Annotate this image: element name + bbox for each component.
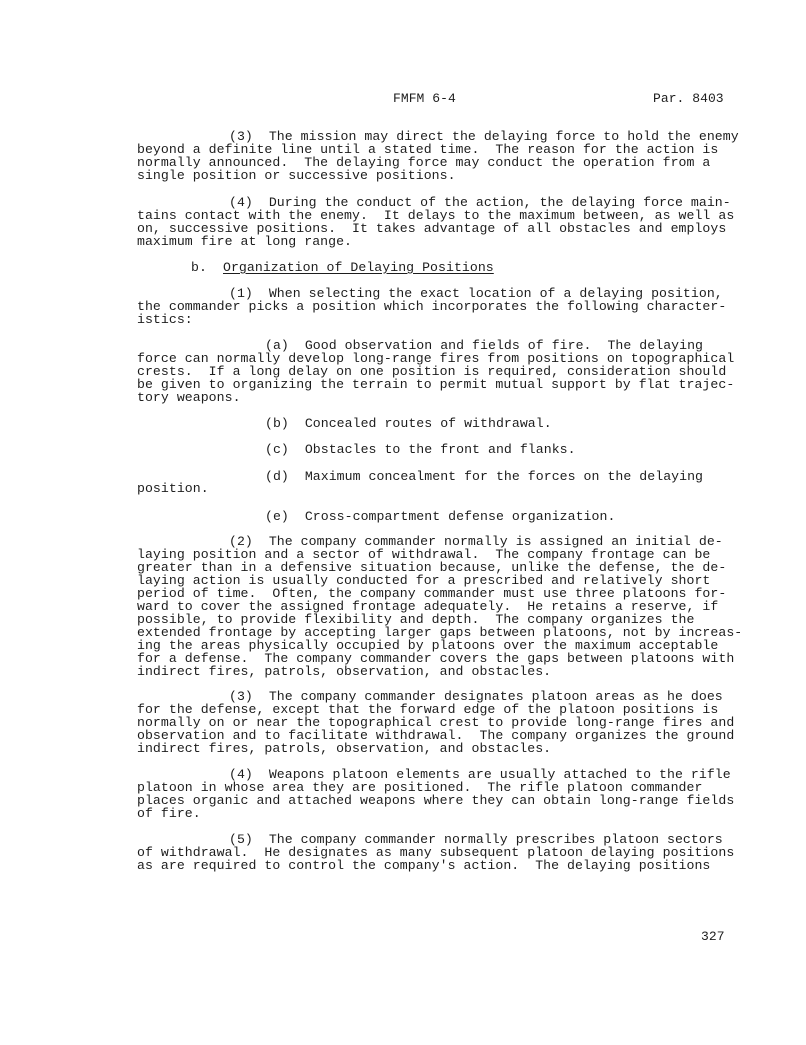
b5-line: of withdrawal. He designates as many subsequent platoon delaying positions <box>137 845 735 860</box>
paragraph-number: Par. 8403 <box>653 91 724 106</box>
b1d-line: position. <box>137 481 209 496</box>
b3-line: for the defense, except that the forward edge of the platoon positions is <box>137 702 719 717</box>
paragraph-3-line: beyond a definite line until a stated time. The reason for the action is <box>137 142 719 157</box>
b5-line: (5) The company commander normally prescribes platoon sectors <box>229 832 723 847</box>
paragraph-4-line: on, successive positions. It takes advantage of all obstacles and employs <box>137 221 727 236</box>
paragraph-3-line: single position or successive positions. <box>137 168 456 183</box>
b1a-line: (a) Good observation and fields of fire. The delaying <box>265 338 704 353</box>
b2-line: ward to cover the assigned frontage adequately. He retains a reserve, if <box>137 599 719 614</box>
b1-line: (1) When selecting the exact location of a delaying position, <box>229 286 723 301</box>
b1a-line: tory weapons. <box>137 390 241 405</box>
b4-line: platoon in whose area they are positioned. The rifle platoon commander <box>137 780 703 795</box>
document-id: FMFM 6-4 <box>393 91 456 106</box>
b1a-line: crests. If a long delay on one position is required, consideration should <box>137 364 727 379</box>
b4-line: places organic and attached weapons where they can obtain long-range fields <box>137 793 735 808</box>
b3-line: normally on or near the topographical crest to provide long-range fires and <box>137 715 735 730</box>
section-b-letter: b. <box>191 260 207 275</box>
b2-line: possible, to provide flexibility and depth. The company organizes the <box>137 612 695 627</box>
b1-line: the commander picks a position which incorporates the following character- <box>137 299 727 314</box>
b3-line: observation and to facilitate withdrawal. The company organizes the ground <box>137 728 735 743</box>
b1e-item: (e) Cross-compartment defense organization. <box>265 509 616 524</box>
paragraph-4-line: tains contact with the enemy. It delays to the maximum between, as well as <box>137 208 735 223</box>
b2-line: indirect fires, patrols, observation, and obstacles. <box>137 664 552 679</box>
b4-line: (4) Weapons platoon elements are usually attached to the rifle <box>229 767 731 782</box>
paragraph-4-line: (4) During the conduct of the action, the delaying force main- <box>229 195 731 210</box>
b2-line: extended frontage by accepting larger gaps between platoons, not by increas- <box>137 625 743 640</box>
b1a-line: be given to organizing the terrain to permit mutual support by flat trajec- <box>137 377 735 392</box>
b2-line: (2) The company commander normally is assigned an initial de- <box>229 534 723 549</box>
b2-line: laying action is usually conducted for a prescribed and relatively short <box>137 573 711 588</box>
b1b-item: (b) Concealed routes of withdrawal. <box>265 416 552 431</box>
paragraph-3-line: normally announced. The delaying force may conduct the operation from a <box>137 155 711 170</box>
b3-line: indirect fires, patrols, observation, and obstacles. <box>137 741 552 756</box>
b1-line: istics: <box>137 312 193 327</box>
b1d-line: (d) Maximum concealment for the forces on the delaying <box>265 469 704 484</box>
b2-line: laying position and a sector of withdrawal. The company frontage can be <box>137 547 711 562</box>
b1c-item: (c) Obstacles to the front and flanks. <box>265 442 576 457</box>
b2-line: period of time. Often, the company commander must use three platoons for- <box>137 586 727 601</box>
b2-line: greater than in a defensive situation because, unlike the defense, the de- <box>137 560 727 575</box>
section-b-title: Organization of Delaying Positions <box>223 260 494 275</box>
paragraph-4-line: maximum fire at long range. <box>137 234 353 249</box>
b4-line: of fire. <box>137 806 201 821</box>
b1a-line: force can normally develop long-range fires from positions on topographical <box>137 351 735 366</box>
paragraph-3-line: (3) The mission may direct the delaying force to hold the enemy <box>229 129 739 144</box>
b3-line: (3) The company commander designates platoon areas as he does <box>229 689 723 704</box>
b2-line: ing the areas physically occupied by platoons over the maximum acceptable <box>137 638 719 653</box>
b2-line: for a defense. The company commander covers the gaps between platoons with <box>137 651 735 666</box>
b5-line: as are required to control the company's action. The delaying positions <box>137 858 711 873</box>
page-number: 327 <box>701 929 725 944</box>
